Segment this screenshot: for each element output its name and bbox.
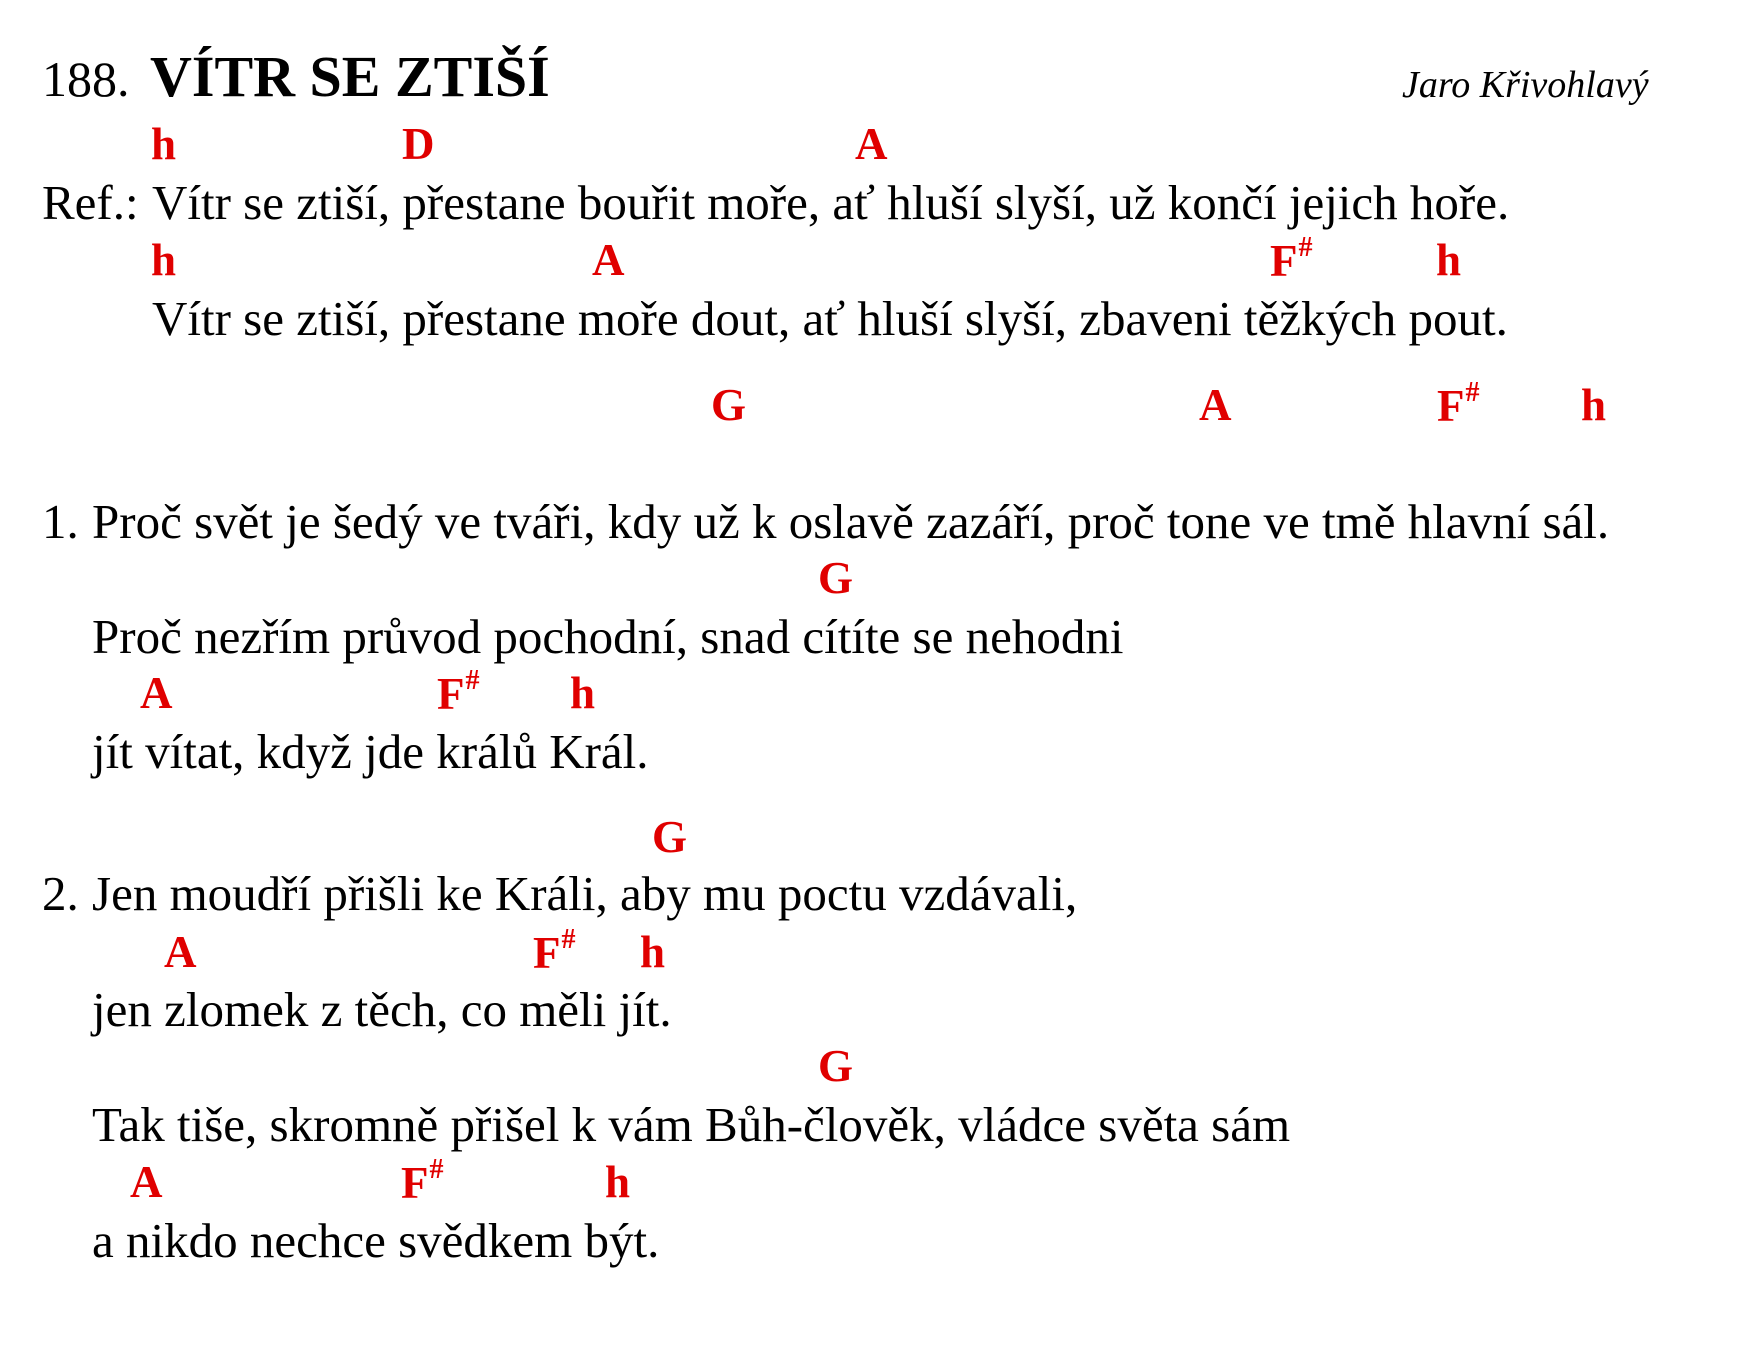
chord: G: [818, 1041, 854, 1091]
chord: A: [164, 927, 197, 977]
lyric-line: jít vítat, když jde králů Král.: [92, 724, 649, 779]
lyric-line: jen zlomek z těch, co měli jít.: [92, 982, 672, 1037]
chord: A: [855, 119, 888, 169]
chord-f-sharp: F#: [1437, 377, 1480, 431]
chord: h: [151, 119, 177, 169]
chord: h: [570, 668, 596, 718]
lyric-line: Tak tiše, skromně přišel k vám Bůh-člověk, vládce světa sám: [92, 1097, 1291, 1152]
verse-number: 1.: [42, 494, 79, 549]
chord: G: [711, 380, 747, 430]
chord-f-sharp: F#: [1270, 232, 1313, 286]
refrain-label: Ref.:: [42, 175, 139, 230]
lyric-line: a nikdo nechce svědkem být.: [92, 1213, 660, 1268]
chord: A: [130, 1157, 163, 1207]
chord: h: [151, 235, 177, 285]
lyric-line: Jen moudří přišli ke Králi, aby mu poctu vzdávali,: [92, 866, 1078, 921]
chord: h: [640, 927, 666, 977]
chord: h: [1436, 235, 1462, 285]
song-number: 188.: [42, 51, 130, 107]
chord: A: [140, 668, 173, 718]
chord: G: [652, 812, 688, 862]
lyric-line: Proč svět je šedý ve tváři, kdy už k oslavě zazáří, proč tone ve tmě hlavní sál.: [92, 494, 1610, 549]
chord: D: [402, 119, 435, 169]
chord-f-sharp: F#: [533, 924, 576, 978]
chord: A: [592, 235, 625, 285]
song-author: Jaro Křivohlavý: [1402, 64, 1649, 106]
song-title: VÍTR SE ZTIŠÍ: [150, 44, 550, 109]
chord: h: [1581, 380, 1607, 430]
lyric-line: Vítr se ztiší, přestane moře dout, ať hluší slyší, zbaveni těžkých pout.: [152, 291, 1508, 346]
chord: h: [605, 1157, 631, 1207]
chord-f-sharp: F#: [437, 665, 480, 719]
chord: A: [1199, 380, 1232, 430]
lyric-line: Vítr se ztiší, přestane bouřit moře, ať hluší slyší, už končí jejich hoře.: [152, 175, 1510, 230]
verse-number: 2.: [42, 866, 79, 921]
lyric-line: Proč nezřím průvod pochodní, snad cítíte se nehodni: [92, 609, 1124, 664]
chord-f-sharp: F#: [401, 1154, 444, 1208]
chord: G: [818, 553, 854, 603]
